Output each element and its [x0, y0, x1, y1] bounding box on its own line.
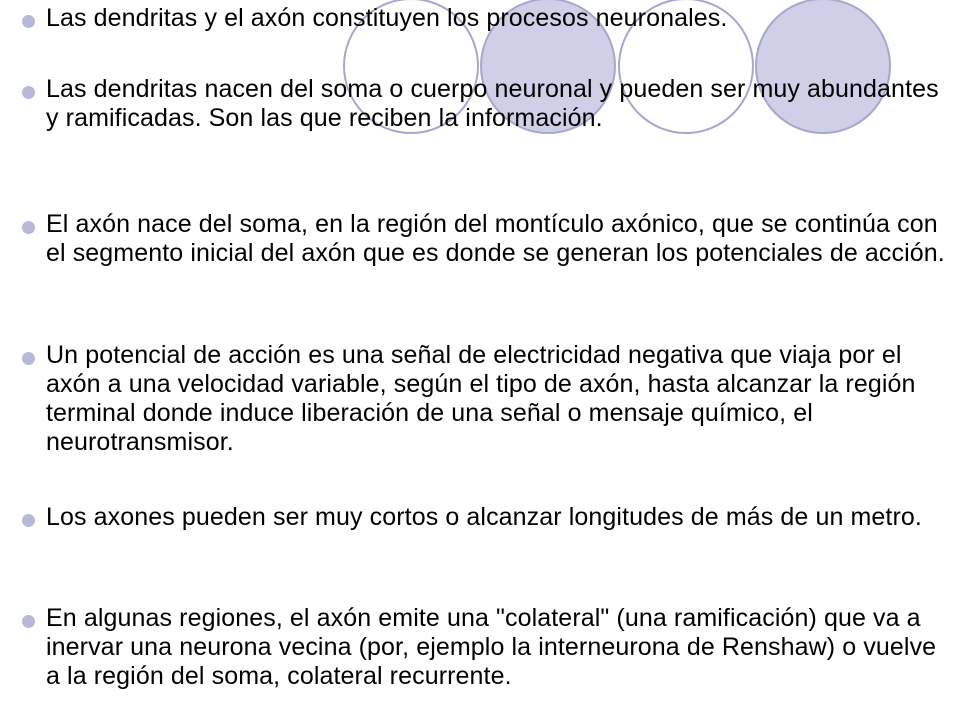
- bullet-dot-icon: [22, 352, 35, 365]
- bullet-dot-icon: [22, 15, 35, 28]
- bullet-text: En algunas regiones, el axón emite una "colateral" (una ramificación) que va a inervar una neurona vecina (por, ejemplo la interneurona de Renshaw) o vuelve a la región del soma, colateral recurrente.: [46, 604, 937, 690]
- bullet-text: Un potencial de acción es una señal de electricidad negativa que viaja por el axón a una velocidad variable, según el tipo de axón, hasta alcanzar la región terminal donde induce liberación de una señal o mensaje químico, el neurotransmisor.: [46, 341, 916, 456]
- bullet-text: Los axones pueden ser muy cortos o alcanzar longitudes de más de un metro.: [46, 503, 922, 531]
- bullet-dot-icon: [22, 514, 35, 527]
- bullet-text: El axón nace del soma, en la región del montículo axónico, que se continúa con el segmento inicial del axón que es donde se generan los potenciales de acción.: [46, 210, 945, 267]
- bullet-text: Las dendritas nacen del soma o cuerpo neuronal y pueden ser muy abundantes y ramificadas. Son las que reciben la información.: [46, 75, 939, 132]
- bullet-dot-icon: [22, 221, 35, 234]
- bullet-dot-icon: [22, 615, 35, 628]
- bullet-dot-icon: [22, 86, 35, 99]
- bullet-text: Las dendritas y el axón constituyen los procesos neuronales.: [46, 4, 728, 32]
